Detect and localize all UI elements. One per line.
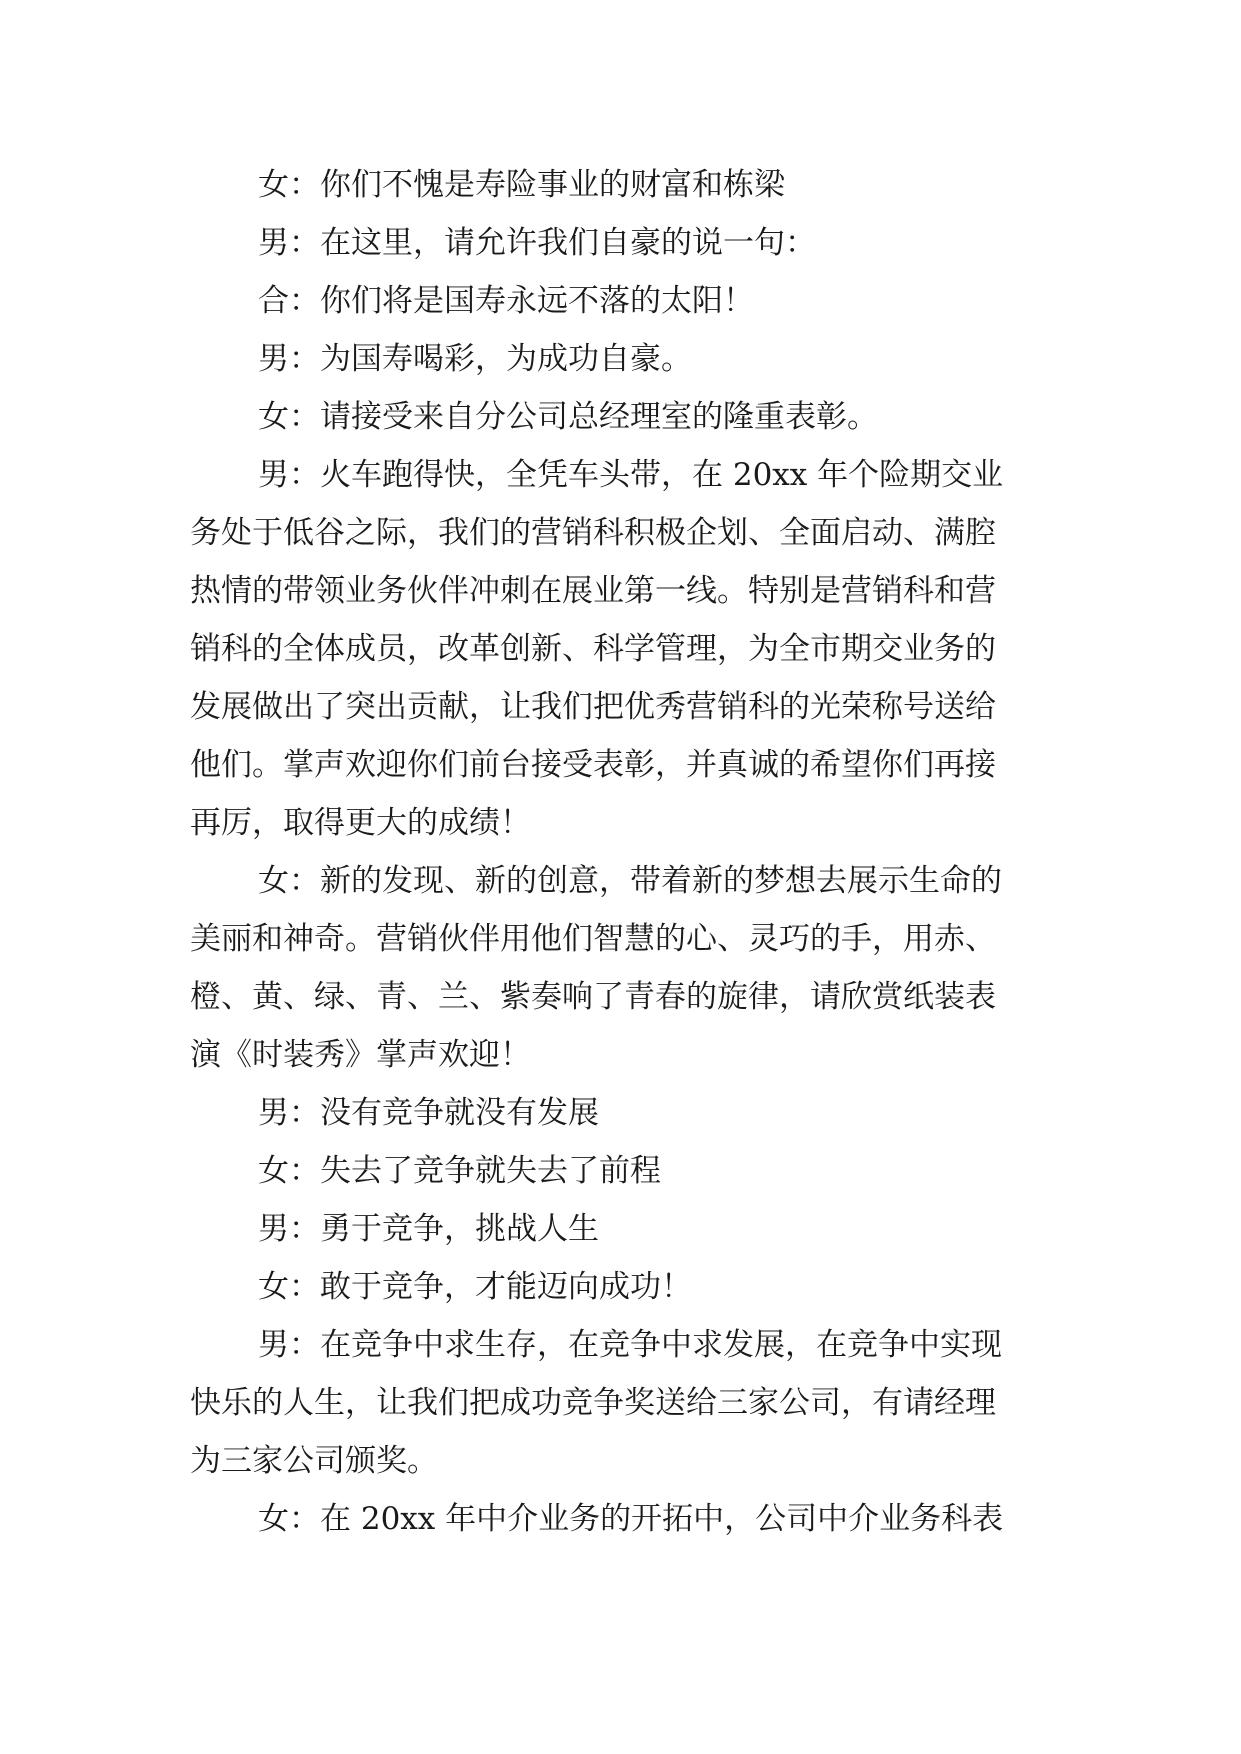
paragraph-line: 女：敢于竞争，才能迈向成功！	[258, 1269, 692, 1305]
paragraph-line: 男：没有竞争就没有发展	[258, 1095, 599, 1131]
paragraph-line: 女：请接受来自分公司总经理室的隆重表彰。	[258, 399, 878, 435]
paragraph-line: 女：在 20xx 年中介业务的开拓中，公司中介业务科表	[258, 1501, 1004, 1537]
paragraph-line: 销科的全体成员，改革创新、科学管理，为全市期交业务的	[190, 631, 996, 667]
paragraph-line: 他们。掌声欢迎你们前台接受表彰，并真诚的希望你们再接	[190, 747, 996, 783]
paragraph-line: 女：失去了竞争就失去了前程	[258, 1153, 661, 1189]
paragraph-line: 美丽和神奇。营销伙伴用他们智慧的心、灵巧的手，用赤、	[190, 921, 996, 957]
paragraph-line: 男：在这里，请允许我们自豪的说一句：	[258, 225, 816, 261]
paragraph-line: 男：勇于竞争，挑战人生	[258, 1211, 599, 1247]
paragraph-line: 发展做出了突出贡献，让我们把优秀营销科的光荣称号送给	[190, 689, 996, 725]
paragraph-line: 女：你们不愧是寿险事业的财富和栋梁	[258, 167, 785, 203]
paragraph-line: 合：你们将是国寿永远不落的太阳！	[258, 283, 754, 319]
paragraph-line: 男：为国寿喝彩，为成功自豪。	[258, 341, 692, 377]
paragraph-line: 橙、黄、绿、青、兰、紫奏响了青春的旋律，请欣赏纸装表	[190, 979, 996, 1015]
paragraph-line: 男：在竞争中求生存，在竞争中求发展，在竞争中实现	[258, 1327, 1002, 1363]
paragraph-line: 再厉，取得更大的成绩！	[190, 805, 531, 841]
document-body	[190, 156, 1050, 1548]
paragraph-line: 男：火车跑得快，全凭车头带，在 20xx 年个险期交业	[258, 457, 1004, 493]
paragraph-line: 快乐的人生，让我们把成功竞争奖送给三家公司，有请经理	[190, 1385, 996, 1421]
paragraph-line: 热情的带领业务伙伴冲刺在展业第一线。特别是营销科和营	[190, 573, 996, 609]
paragraph-line: 女：新的发现、新的创意，带着新的梦想去展示生命的	[258, 863, 1002, 899]
paragraph-line: 务处于低谷之际，我们的营销科积极企划、全面启动、满腔	[190, 515, 996, 551]
paragraph-line: 为三家公司颁奖。	[190, 1443, 438, 1479]
paragraph-line: 演《时装秀》掌声欢迎！	[190, 1037, 531, 1073]
